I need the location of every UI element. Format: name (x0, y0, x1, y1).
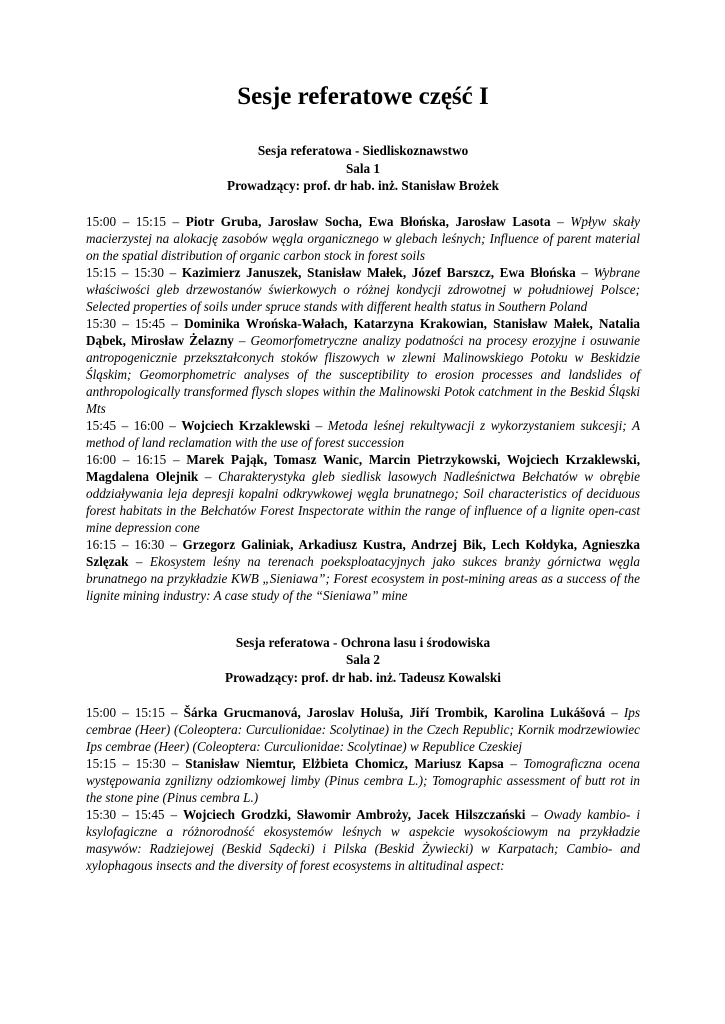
session-name: Sesja referatowa - Ochrona lasu i środowiska (235, 634, 491, 650)
session-2 (86, 634, 640, 875)
talk-authors: Wojciech Krzaklewski (181, 417, 311, 433)
talk-title: Owady kambio- i ksylofagiczne a różnorodność ekosystemów leśnych w aspekcie wysokościowym na przykładzie masywów: Radziejowej (Beskid Sądecki) i Pilska (Beskid Żywiecki) w Karpatach; Cambio- and xylophagous insects and the diversity of forest ecosystems in altitudinal aspect: (86, 807, 640, 873)
talk-item (86, 417, 640, 451)
talk-separator: – (198, 468, 219, 484)
talk-authors: Grzegorz Galiniak, Arkadiusz Kustra, Andrzej Bik, Lech Kołdyka, Agnieszka Szlęzak (86, 536, 640, 569)
talk-time: 15:45 – 16:00 – (86, 417, 182, 433)
talk-title: Ips cembrae (Heer) (Coleoptera: Curculionidae: Scolytinae) in the Czech Republic; Kornik modrzewiowiec Ips cembrae (Heer) (Coleoptera: Curculionidae: Scolytinae) w Republice Czeskiej (86, 705, 641, 754)
talk-item (86, 315, 640, 417)
session-room: Sala 2 (345, 652, 381, 667)
session-room: Sala 1 (345, 160, 381, 176)
talk-separator: – (233, 332, 251, 348)
talk-time: 15:30 – 15:45 – (86, 315, 185, 331)
talk-time: 15:15 – 15:30 – (86, 756, 186, 771)
talk-authors: Kazimierz Januszek, Stanisław Małek, Józef Barszcz, Ewa Błońska (181, 264, 576, 280)
talk-separator: – (605, 705, 624, 720)
session-header (86, 142, 640, 195)
talk-time: 16:00 – 16:15 – (86, 451, 187, 467)
session-chair: Prowadzący: prof. dr hab. inż. Stanisław Brożek (227, 178, 499, 193)
talk-time: 15:30 – 15:45 – (86, 807, 183, 822)
talk-item (86, 264, 640, 315)
talk-item (86, 536, 640, 604)
talk-separator: – (310, 417, 328, 433)
talk-item (86, 755, 640, 806)
talk-authors: Dominika Wrońska-Wałach, Katarzyna Krakowian, Stanisław Małek, Natalia Dąbek, Mirosław Żelazny (86, 315, 640, 348)
session-header (86, 634, 640, 687)
talk-time: 15:00 – 15:15 – (86, 705, 184, 720)
section-spacer (86, 604, 640, 634)
talk-authors: Šárka Grucmanová, Jaroslav Holuša, Jiří Trombik, Karolina Lukášová (183, 705, 606, 720)
talk-title: Ekosystem leśny na terenach poeksploatacyjnych jako sukces branży górnictwa węgla brunatnego na przykładzie KWB „Sieniawa”; Forest ecosystem in post-mining areas as a success of the lignite mining industry: A case study of the “Sieniawa” mine (86, 553, 641, 603)
talk-title: Tomograficzna ocena występowania zgnilizny odziomkowej limby (Pinus cembra L.); Tomographic assessment of butt rot in the stone pine (Pinus cembra L.) (86, 756, 641, 805)
talk-authors: Piotr Gruba, Jarosław Socha, Ewa Błońska, Jarosław Lasota (185, 213, 551, 229)
talk-item (86, 806, 640, 874)
talk-item (86, 451, 640, 536)
document-page (86, 82, 640, 874)
talk-separator: – (550, 213, 571, 229)
talk-separator: – (525, 807, 544, 822)
talk-list (86, 704, 640, 874)
talk-authors: Stanisław Niemtur, Elżbieta Chomicz, Mariusz Kapsa (185, 756, 504, 771)
talk-time: 15:15 – 15:30 – (86, 264, 182, 280)
session-chair: Prowadzący: prof. dr hab. inż. Tadeusz Kowalski (225, 669, 501, 685)
talk-title: Geomorfometryczne analizy podatności na procesy erozyjne i osuwanie antropogenicznie przekształconych stoków fliszowych w zlewni Malinowskiego Potoku w Beskidzie Śląskim; Geomorphometric analyses of the susceptibility to erosion processes and landslides of anthropologically transformed flysch slopes within the Malinowski Potok catchment in the Beskid Śląski Mts (86, 332, 640, 416)
talk-title: Charakterystyka gleb siedlisk lasowych Nadleśnictwa Bełchatów w obrębie oddziaływania leja depresji kopalni odkrywkowej węgla brunatnego; Soil characteristics of deciduous forest habitats in the Bełchatów Forest Inspectorate within the range of influence of a lignite open-cast mine depression cone (86, 468, 641, 535)
talk-separator: – (575, 264, 594, 280)
talk-title: Wpływ skały macierzystej na alokację zasobów węgla organicznego w glebach leśnych; Influence of parent material on the spatial distribution of organic carbon stock in forest soils (86, 213, 641, 263)
talk-time: 16:15 – 16:30 – (86, 536, 183, 552)
talk-item (86, 213, 640, 264)
talk-authors: Marek Pająk, Tomasz Wanic, Marcin Pietrzykowski, Wojciech Krzaklewski, Magdalena Olejnik (86, 451, 640, 484)
talk-item (86, 704, 640, 755)
talk-separator: – (503, 756, 524, 771)
talk-time: 15:00 – 15:15 – (86, 213, 186, 229)
talk-separator: – (128, 553, 150, 569)
talk-authors: Wojciech Grodzki, Sławomir Ambroży, Jacek Hilszczański (182, 807, 526, 822)
session-1 (86, 142, 640, 604)
talk-title: Metoda leśnej rekultywacji z wykorzystaniem sukcesji; A method of land reclamation with the use of forest succession (86, 417, 640, 450)
session-name: Sesja referatowa - Siedliskoznawstwo (257, 143, 469, 158)
talk-title: Wybrane właściwości gleb drzewostanów świerkowych o różnej kondycji zdrowotnej w południowej Polsce; Selected properties of soils under spruce stands with different health status in Southern Poland (86, 264, 640, 314)
talk-list (86, 213, 640, 604)
page-title: Sesje referatowe część I (237, 83, 489, 110)
